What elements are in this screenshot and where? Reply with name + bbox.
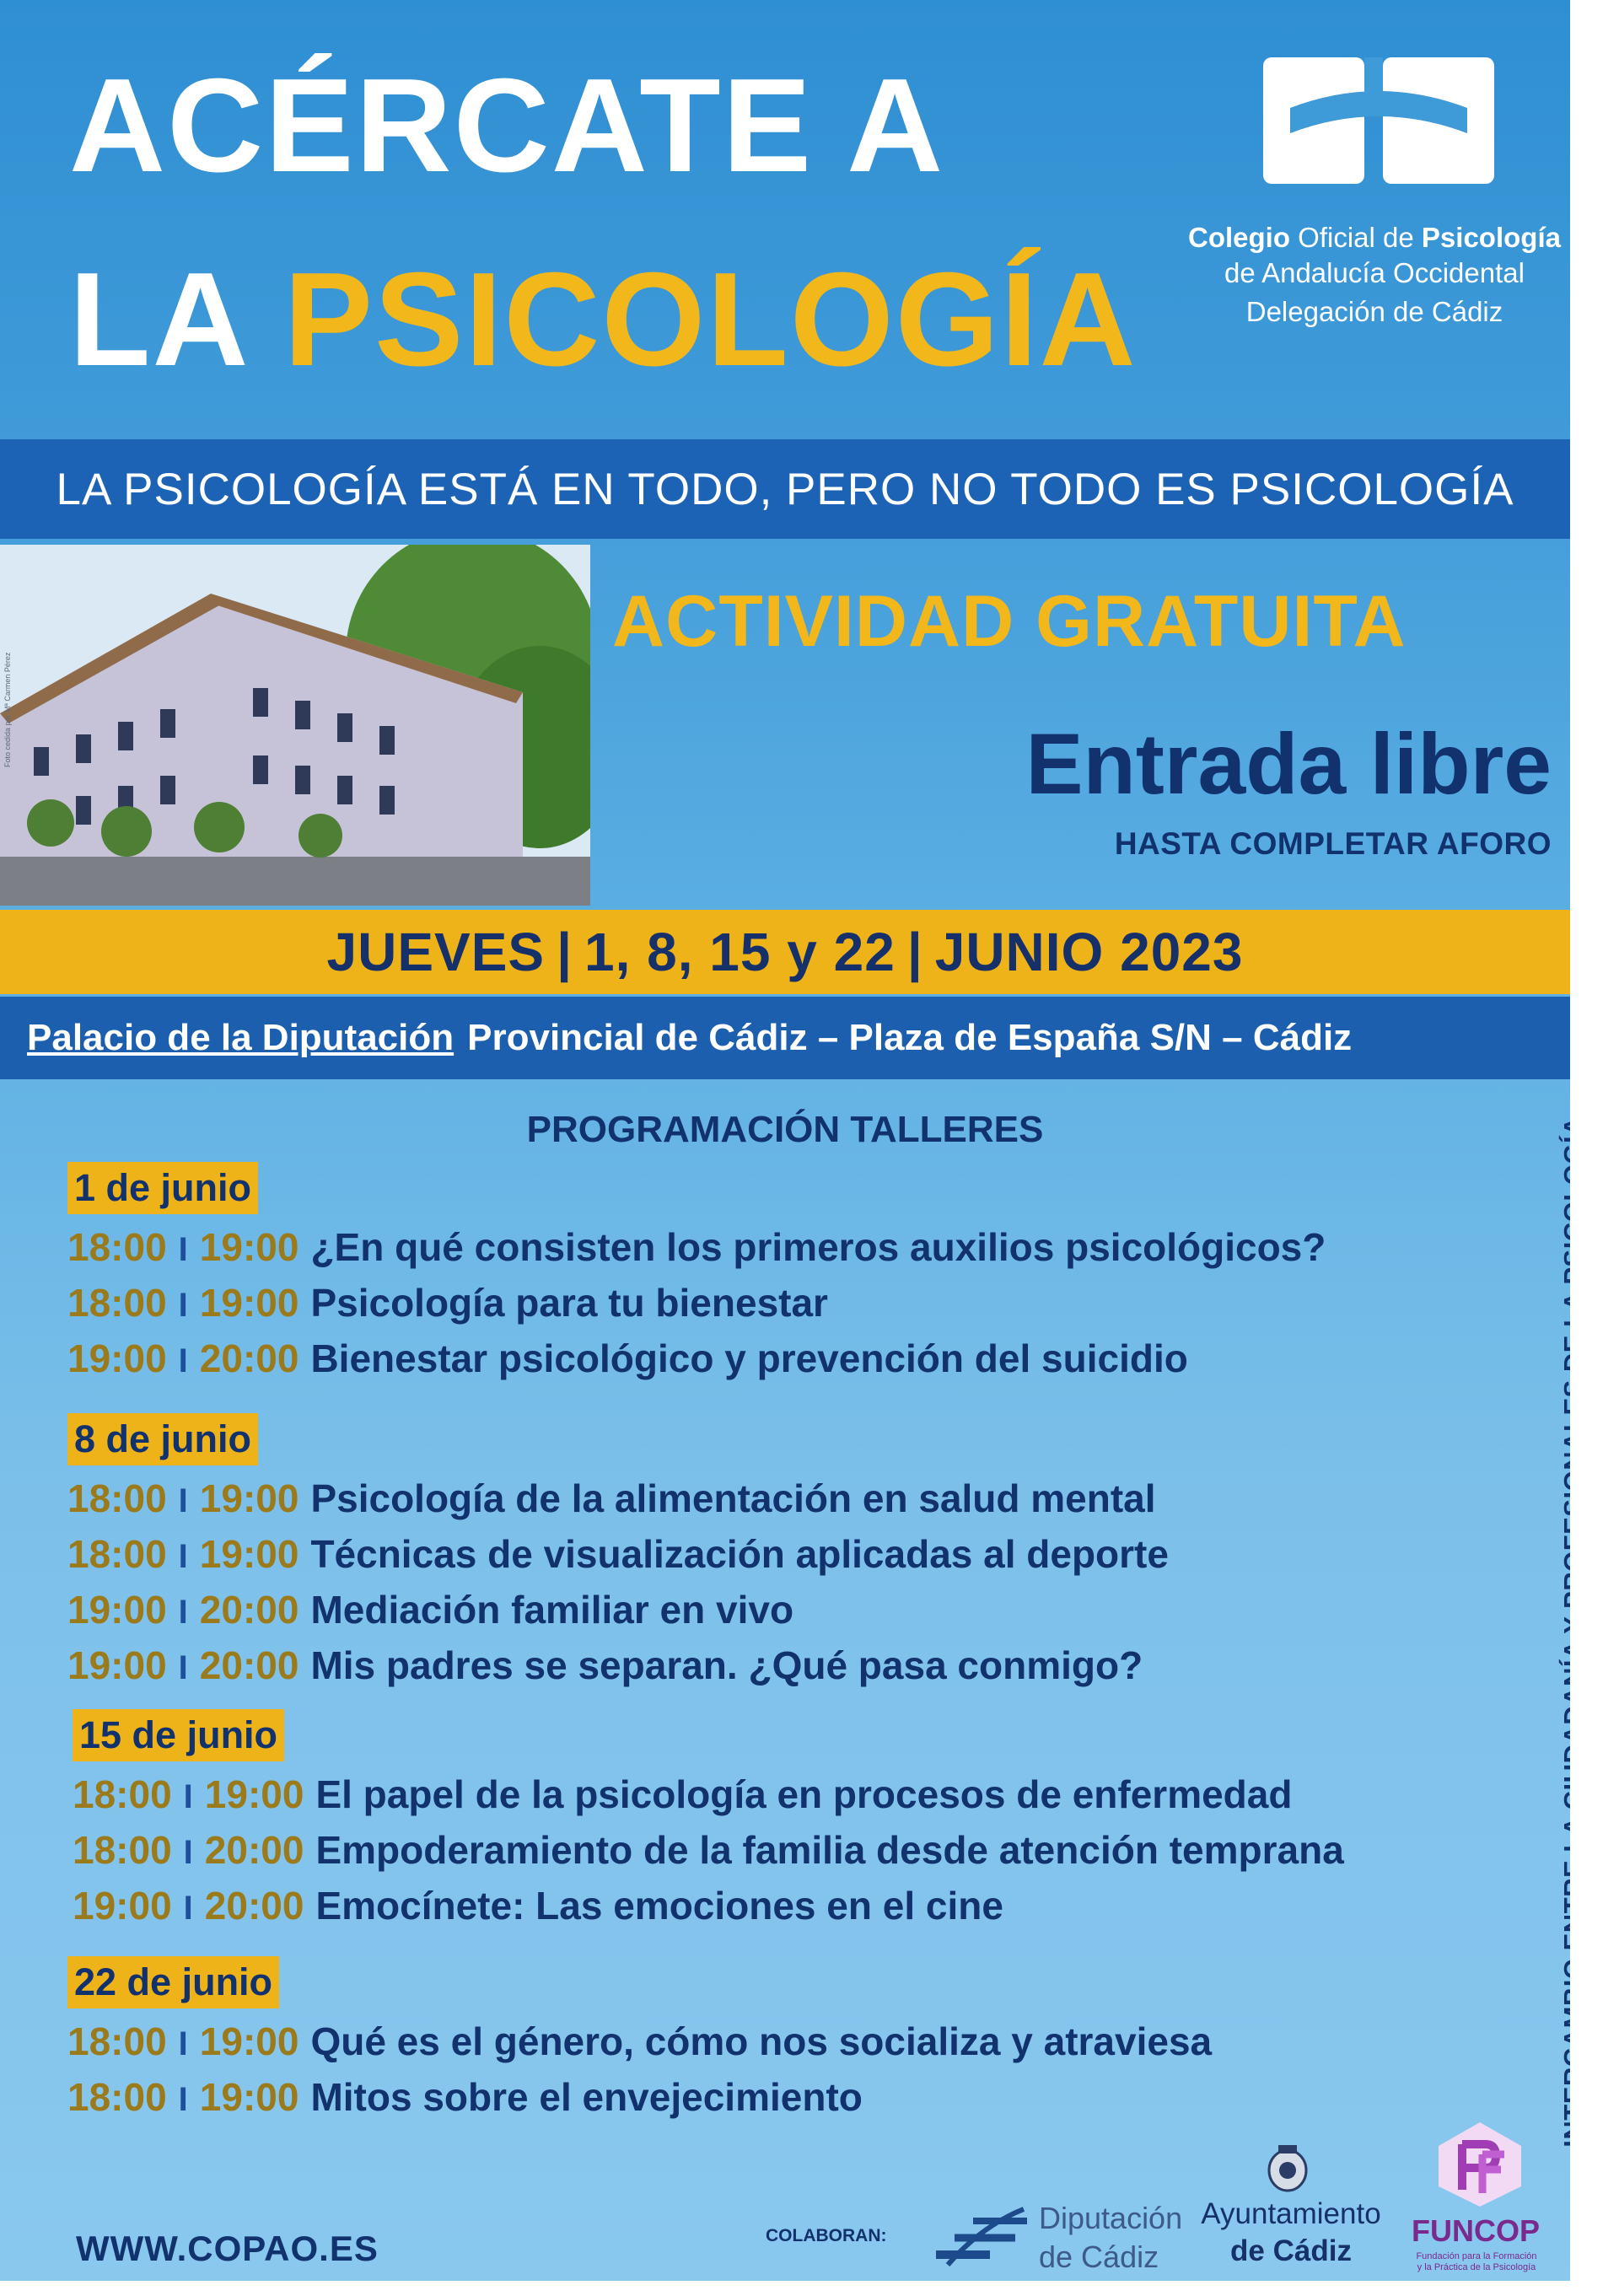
venue-address: Provincial de Cádiz – Plaza de España S/N – Cádiz [467, 1017, 1353, 1058]
session-row: 19:00 I 20:00 Mediación familiar en vivo [67, 1588, 794, 1632]
date-month: JUNIO 2023 [934, 922, 1244, 982]
session-row: 18:00 I 19:00 Qué es el género, cómo nos socializa y atraviesa [67, 2019, 1213, 2063]
slogan-band [0, 439, 1570, 539]
venue-band [0, 997, 1570, 1079]
session-row: 18:00 I 19:00 Mitos sobre el envejecimiento [67, 2075, 863, 2119]
slogan-text: LA PSICOLOGÍA ESTÁ EN TODO, PERO NO TODO ES PSICOLOGÍA [56, 464, 1514, 514]
session-row: 18:00 I 19:00 El papel de la psicología en procesos de enfermedad [73, 1772, 1293, 1816]
funcop-subtitle: Fundación para la Formación y la Práctica de la Psicología [1416, 2251, 1537, 2272]
org-line-3: Delegación de Cádiz [1245, 296, 1503, 327]
program-heading: PROGRAMACIÓN TALLERES [526, 1109, 1044, 1150]
date-separator: | [557, 922, 573, 982]
title-line-2 [69, 245, 1138, 394]
collaborators-label: COLABORAN: [766, 2226, 887, 2245]
title-line-1: ACÉRCATE A [69, 51, 945, 200]
venue-name: Palacio de la Diputación [27, 1017, 455, 1058]
session-row: 19:00 I 20:00 Bienestar psicológico y prevención del suicidio [67, 1336, 1188, 1380]
session-row: 19:00 I 20:00 Emocínete: Las emociones en el cine [73, 1884, 1003, 1928]
ayuntamiento-seal-icon [1265, 2142, 1310, 2194]
page-edge-right [1570, 0, 1619, 2296]
session-row: 18:00 I 20:00 Empoderamiento de la familia desde atención temprana [73, 1828, 1344, 1872]
date-separator: | [906, 922, 923, 982]
org-line-2: de Andalucía Occidental [1224, 257, 1525, 288]
page-edge-bottom [0, 2281, 1619, 2296]
date-days: 1, 8, 15 y 22 [584, 922, 896, 982]
day-block-1-junio [67, 1162, 1326, 1386]
org-line-1: Colegio Oficial de Psicología [1188, 222, 1561, 253]
free-activity-label: ACTIVIDAD GRATUITA [612, 581, 1407, 662]
date-band [0, 910, 1570, 994]
capacity-label: HASTA COMPLETAR AFORO [1114, 826, 1552, 861]
session-row: 18:00 I 19:00 Psicología para tu bienestar [67, 1281, 828, 1325]
date-weekday: JUEVES [326, 922, 546, 982]
website-link[interactable]: WWW.COPAO.ES [76, 2229, 379, 2268]
session-row: 18:00 I 19:00 ¿En qué consisten los primeros auxilios psicológicos? [67, 1225, 1326, 1269]
title-line-2-prefix: LA [69, 245, 284, 394]
session-row: 19:00 I 20:00 Mis padres se separan. ¿Qué pasa conmigo? [67, 1643, 1143, 1687]
day-block-15-junio [73, 1709, 1344, 1933]
diputacion-logo [931, 2201, 1032, 2268]
title-accent: PSICOLOGÍA [283, 245, 1138, 394]
day-block-8-junio [67, 1413, 1169, 1693]
day-label: 8 de junio [67, 1413, 258, 1465]
building-illustration [0, 545, 590, 906]
copao-logo [1256, 49, 1501, 192]
building-photo [0, 545, 590, 906]
session-row: 18:00 I 19:00 Técnicas de visualización aplicadas al deporte [67, 1532, 1169, 1576]
photo-credit: Foto cedida por Mª Carmen Pérez [3, 652, 12, 767]
free-entry-label: Entrada libre [1025, 716, 1552, 812]
day-label: 22 de junio [67, 1956, 279, 2008]
diputacion-name: Diputación de Cádiz [1039, 2201, 1183, 2274]
day-label: 15 de junio [73, 1709, 284, 1761]
day-label: 1 de junio [67, 1162, 258, 1214]
ayuntamiento-name: Ayuntamiento de Cádiz [1201, 2197, 1381, 2267]
funcop-logo [1433, 2119, 1526, 2210]
funcop-name: FUNCOP [1412, 2213, 1540, 2248]
session-row: 18:00 I 19:00 Psicología de la alimentación en salud mental [67, 1476, 1156, 1520]
day-block-22-junio [67, 1956, 1212, 2125]
